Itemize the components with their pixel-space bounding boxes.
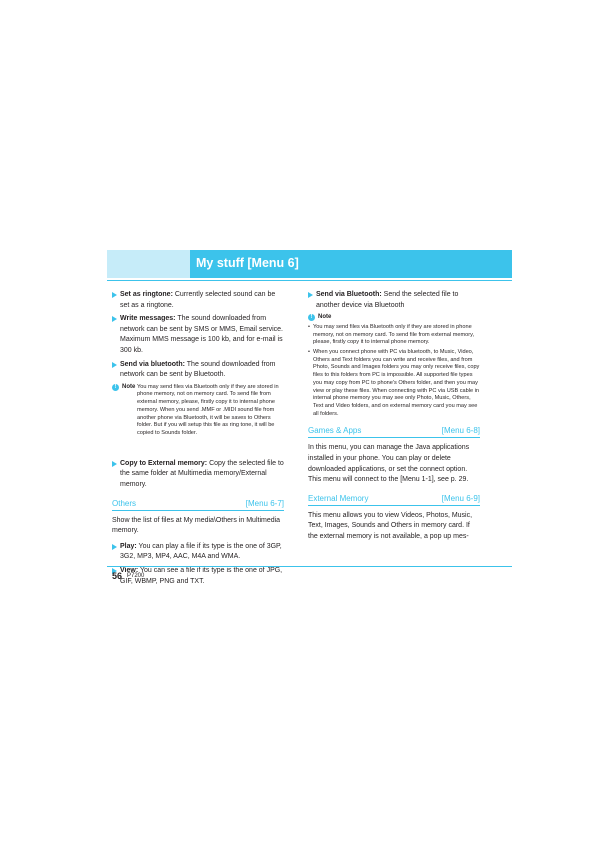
bullet-play: [112, 542, 284, 563]
bullet-text: You can see a file if its type is the one of JPG, GIF, WBMP, PNG and TXT.: [120, 566, 283, 585]
note-text: You may send files via Bluetooth only if they are stored in phone memory, not on memory card. To send file from external memory, please, firstly copy it to internal phone memory. When you send .MMF or .MIDI sound file from another phone via Bluetooth, it will be saves to Others folder. But if you will setup this file as ring tone, it will be copied to Sounds folder.: [137, 383, 279, 436]
bullet-text: Copy the selected file to the same folder at Multimedia memory/External memory.: [120, 459, 284, 488]
page-title: My stuff [Menu 6]: [196, 256, 299, 270]
section-title: External Memory: [308, 493, 369, 503]
section-title: Others: [112, 498, 137, 508]
right-column: [308, 290, 480, 547]
bullet-text: Send the selected file to another device via Bluetooth: [316, 291, 459, 309]
note-item: • You may send files via Bluetooth only if they are stored in phone memory, not on memory card. To send file from external memory, please, firstly copy it to internal phone memory.: [308, 324, 480, 347]
info-icon: !: [308, 314, 315, 321]
note-box: [112, 384, 284, 454]
banner-underline: [107, 280, 512, 281]
section-menu-ref: [Menu 6-9]: [441, 493, 480, 503]
section-menu-ref: [Menu 6-8]: [441, 426, 480, 436]
others-intro: Show the list of files at My media\Others in Multimedia memory.: [112, 516, 281, 535]
bullet-text: Currently selected sound can be set as a ringtone.: [120, 291, 276, 309]
banner-light-block: [107, 250, 190, 278]
header-banner: [107, 250, 512, 278]
triangle-bullet-icon: [112, 544, 117, 550]
page-number: 56: [112, 571, 123, 581]
bullet-text: The sound downloaded from network can be sent by SMS or MMS, Email service. Maximum MMS message is 100 kb, and for e-mail is 300 kb.: [120, 315, 283, 354]
section-rule: [308, 437, 480, 438]
section-rule: [112, 510, 284, 511]
bullet-term: Copy to External memory:: [120, 459, 208, 467]
bullet-send-via-bluetooth-right: [308, 290, 480, 311]
bullet-set-as-ringtone: [112, 290, 284, 311]
bullet-text: You can play a file if its type is the one of 3GP, 3G2, MP3, MP4, AAC, M4A and WMA.: [120, 542, 282, 561]
bullet-send-via-bluetooth: [112, 360, 284, 381]
games-apps-text: In this menu, you can manage the Java applications installed in your phone. You can play or delete downloaded applications, or set the connect option. This menu will connect to the [Menu 1-1], see p. 29.: [308, 444, 470, 484]
section-title: Games & Apps: [308, 426, 362, 436]
triangle-bullet-icon: [112, 292, 117, 298]
note-label: Note: [122, 383, 136, 390]
section-heading-external-memory: [308, 494, 480, 505]
note-box: [308, 314, 480, 418]
external-memory-text: This menu allows you to view Videos, Photos, Music, Text, Images, Sounds and Others in memory card. If the external memory is not available, a pop up mes-: [308, 511, 473, 540]
section-heading-others: [112, 499, 284, 510]
bullet-term: Play:: [120, 542, 137, 550]
footer-rule: [107, 566, 512, 567]
bullet-text: The sound downloaded from network can be sent by Bluetooth.: [120, 360, 276, 379]
triangle-bullet-icon: [112, 362, 117, 368]
bullet-term: Set as ringtone:: [120, 291, 173, 298]
info-icon: !: [112, 384, 119, 391]
model-name: P7200: [127, 573, 145, 579]
note-label: Note: [318, 314, 332, 321]
bullet-write-messages: [112, 314, 284, 356]
section-menu-ref: [Menu 6-7]: [245, 498, 284, 508]
bullet-term: View:: [120, 566, 139, 574]
bullet-term: Send via Bluetooth:: [316, 291, 382, 298]
bullet-term: Send via bluetooth:: [120, 360, 185, 368]
section-rule: [308, 505, 480, 506]
triangle-bullet-icon: [112, 316, 117, 322]
section-heading-games-apps: [308, 426, 480, 437]
triangle-bullet-icon: [112, 461, 117, 467]
left-column: [112, 290, 284, 590]
note-item: • When you connect phone with PC via bluetooth, to Music, Video, Others and Text folders you can write and receive files, and from Photo, Sounds and Images folders you may only receive files, copy files to this folders from PC is impossible. All supported file types you may copy from PC to phone's Others folder, and then you may view or play these files. When connecting with PC via USB cable in internal phone memory you may see only Photo, Music, Others, Text and Video folders, and on external memory card you may see all folders.: [308, 349, 480, 418]
bullet-term: Write messages:: [120, 315, 176, 323]
triangle-bullet-icon: [308, 292, 313, 298]
bullet-copy-to-external: [112, 459, 284, 491]
